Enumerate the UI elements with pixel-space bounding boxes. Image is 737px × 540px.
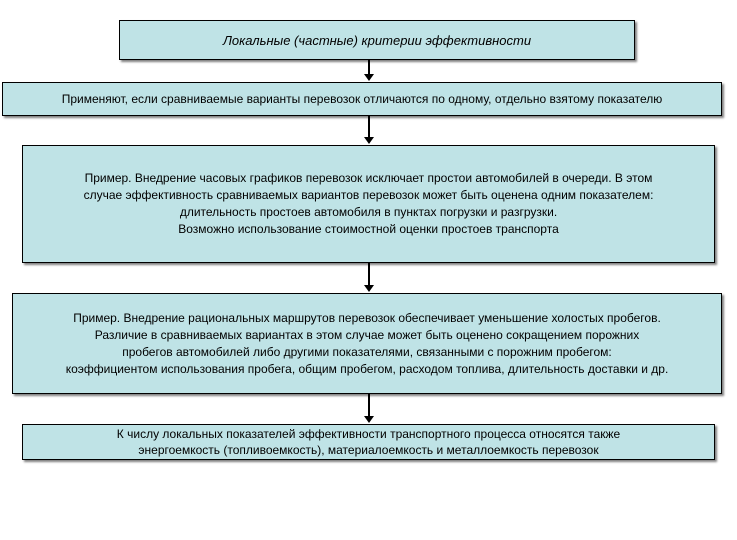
local-indicators-box: [22, 424, 715, 460]
connector-arrow: [368, 116, 370, 138]
definition-text: Применяют, если сравниваемые варианты перевозок отличаются по одному, отдельно взятому показателю: [61, 91, 663, 106]
local-indicators-text: К числу локальных показателей эффективности транспортного процесса относятся также энергоемкость (топливоемкость), материалоемкость и металлоемкость перевозок: [116, 427, 621, 457]
example-text-routes: Пример. Внедрение рациональных маршрутов перевозок обеспечивает уменьшение холостых пробегов. Различие в сравниваемых вариантах в этом случае может быть оценено сокращением порожних пробегов автомобилей либо другими показателями, связанными с порожним пробегом: коэффициентом использования пробега, общим пробегом, расходом топлива, длительность доставки и др.: [65, 310, 669, 376]
connector-arrow: [368, 263, 370, 286]
connector-arrow: [368, 394, 370, 417]
example-box-routes: [12, 293, 722, 394]
connector-arrow: [368, 60, 370, 75]
definition-box: [2, 82, 722, 116]
diagram-title-box: [119, 20, 635, 60]
diagram-title: Локальные (частные) критерии эффективности: [222, 32, 532, 48]
example-box-schedules: [22, 145, 715, 263]
example-text-schedules: Пример. Внедрение часовых графиков перевозок исключает простои автомобилей в очереди. В этом случае эффективность сравниваемых вариантов перевозок может быть оценена одним показателем: длительность простоев автомобиля в пунктах погрузки и разгрузки. Возможно использование стоимостной оценки простоев транспорта: [83, 171, 654, 236]
